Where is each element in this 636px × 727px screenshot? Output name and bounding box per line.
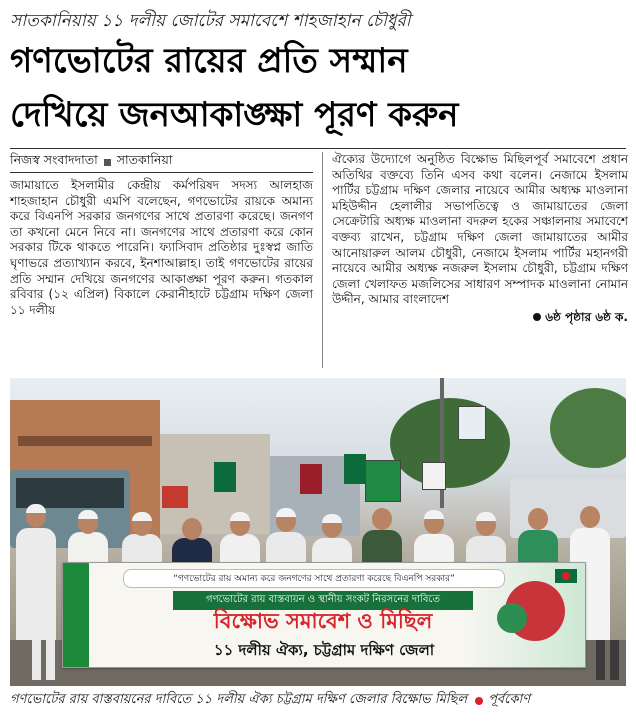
headline (10, 34, 626, 142)
bangladesh-flag-icon (555, 569, 577, 583)
raised-fist-icon (497, 603, 527, 633)
continued-note (332, 310, 628, 326)
protest-banner (62, 562, 586, 668)
news-photo (10, 378, 626, 686)
flag (214, 462, 236, 492)
credit-dot-icon (475, 697, 483, 705)
byline-rule (10, 172, 313, 173)
banner-green-strip (63, 563, 89, 667)
byline (10, 152, 310, 172)
tree (390, 398, 510, 488)
continued-label: ৬ষ্ঠ পৃষ্ঠার ৬ষ্ঠ ক. (545, 309, 628, 324)
headline-line-1: গণভোটের রায়ের প্রতি সম্মান (10, 41, 408, 81)
article-column-right-text: ঐক্যের উদ্যোগে অনুষ্ঠিত বিক্ষোভ মিছিলপূর্ব সমাবেশে প্রধান অতিথির বক্তব্যে তিনি এসব কথা বলেন। নেজামে ইসলাম পার্টির চট্টগ্রাম দক্ষিণ জেলার নায়েবে আমীর অধ্যক্ষ মাওলানা মহিউদ্দীন হেলালীর সভাপতিত্বে ও জামায়াতের জেলা সেক্রেটারি অধ্যক্ষ মাওলানা বদরুল হকের সঞ্চালনায় সমাবেশে বক্তব্য রাখেন, চট্টগ্রাম দক্ষিণ জেলা জামায়াতের আমীর আনোয়ারুল আলম চৌধুরী, নেজামে ইসলাম পার্টির মহানগরী নায়েবে আমীর অধ্যক্ষ নজরুল ইসলাম চৌধুরী, চট্টগ্রাম দক্ষিণ জেলা খেলাফত মজলিসের সাধারণ সম্পাদক মাওলানা নোমান উদ্দীন, আমার বাংলাদেশ (332, 152, 628, 307)
byline-reporter: নিজস্ব সংবাদদাতা (10, 152, 98, 167)
banner-quote: “গণভোটের রায় অমান্য করে জনগণের সাথে প্রতারণা করেছে বিএনপি সরকার” (123, 569, 505, 588)
placard (365, 460, 401, 502)
photo-caption-text: গণভোটের রায় বাস্তবায়নের দাবিতে ১১ দলীয় ঐক্য চট্টগ্রাম দক্ষিণ জেলার বিক্ষোভ মিছিল (10, 692, 468, 707)
banner-organizer: ১১ দলীয় ঐক্য, চট্টগ্রাম দক্ষিণ জেলা (213, 641, 435, 659)
article-column-left: জামায়াতে ইসলামীর কেন্দ্রীয় কর্মপরিষদ সদস্য আলহাজ শাহজাহান চৌধুরী এমপি বলেছেন, গণভোটের রায়কে অমান্য করে বিএনপি সরকার জনগণের সাথে প্রতারণা করেছে। জনগণ তা কখনো মেনে নিবে না। জনগণের সাথে প্রতারণা করে কোন সরকার টিকে থাকতে পারেনি। ফ্যাসিবাদ প্রতিষ্ঠার দুঃস্বপ্ন জাতি ঘৃণাভরে প্রত্যাখ্যান করবে, ইনশাআল্লাহ। তাই গণভোটের রায়ের প্রতি সম্মান দেখিয়ে জনগণের আকাঙ্ক্ষা পূরণ করুন। গতকাল রবিবার (১২ এপ্রিল) বিকালে কেরানীহাটে চট্টগ্রাম দক্ষিণ জেলা ১১ দলীয় (10, 178, 313, 317)
photo-caption (10, 690, 626, 711)
headline-line-2: দেখিয়ে জনআকাঙ্ক্ষা পূরণ করুন (10, 95, 459, 135)
banner-purpose: গণভোটের রায় বাস্তবায়ন ও স্থানীয় সংকট নিরসনের দাবিতে (173, 591, 473, 610)
placard (458, 406, 486, 440)
column-divider (322, 152, 323, 368)
bullet-icon (533, 313, 541, 321)
flag (300, 464, 322, 494)
headline-kicker: সাতকানিয়ায় ১১ দলীয় জোটের সমাবেশে শাহজাহান চৌধুরী (10, 11, 411, 31)
tree (550, 388, 626, 468)
separator-square-icon (104, 159, 111, 166)
byline-location: সাতকানিয়া (116, 152, 173, 167)
photo-credit: পূর্বকোণ (488, 692, 531, 707)
banner-event-title: বিক্ষোভ সমাবেশ ও মিছিল (213, 609, 433, 633)
headline-rule (10, 148, 626, 149)
article-column-right (332, 152, 628, 326)
flag (344, 454, 366, 484)
placard (422, 462, 446, 490)
